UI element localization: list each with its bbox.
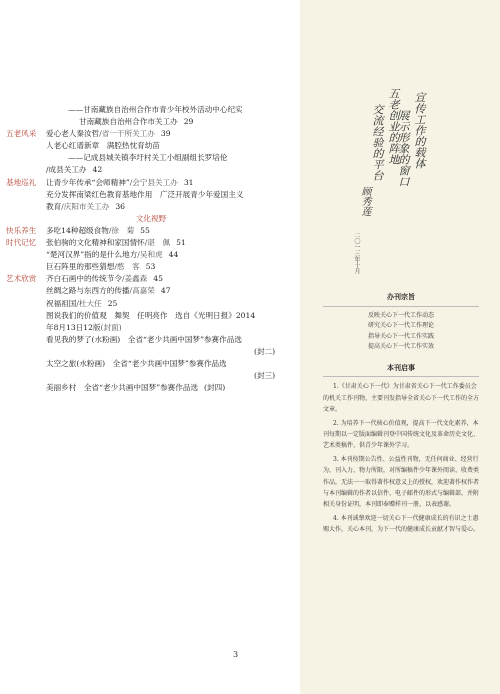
toc-entry bbox=[46, 237, 186, 249]
toc-entry bbox=[46, 128, 171, 140]
toc-entry bbox=[46, 177, 194, 189]
toc-section-label: 艺术欣赏 bbox=[6, 274, 37, 284]
toc-entry-page: 55 bbox=[140, 225, 150, 235]
toc-entry bbox=[68, 152, 227, 164]
toc-entry-mark: (封三) bbox=[254, 371, 276, 381]
toc-row bbox=[6, 237, 298, 249]
aims-item: 指导关心下一代工作实践 bbox=[367, 332, 434, 340]
toc-row bbox=[6, 116, 298, 128]
toc-entry-author: /杜大任 bbox=[76, 298, 102, 308]
toc-entry-title: 甘南藏族自治州合作市关工办 bbox=[79, 117, 178, 127]
toc-row bbox=[6, 201, 298, 213]
toc-row bbox=[6, 273, 298, 285]
notice-paragraph: 4. 本刊诚挚欢迎一切关心下一代健康成长的有识之士惠赐大作，关心本刊，为下一代的健康成长贡献才智与爱心。 bbox=[323, 514, 480, 534]
toc-row bbox=[6, 249, 298, 261]
toc-row bbox=[6, 213, 298, 225]
toc-entry-mark: (封二) bbox=[254, 346, 276, 356]
toc-entry-page: 25 bbox=[107, 298, 118, 308]
toc-entry-author: /高嘉荣 bbox=[129, 286, 155, 296]
toc-entry bbox=[46, 249, 178, 261]
toc-entry bbox=[46, 285, 171, 297]
toc-entry-page: 31 bbox=[183, 177, 194, 187]
toc-entry bbox=[68, 104, 243, 116]
toc-row bbox=[6, 358, 298, 370]
toc-row bbox=[6, 382, 298, 394]
toc-entry-title: 张伯驹的文化精神和家国情怀 bbox=[46, 238, 145, 248]
toc-row bbox=[6, 189, 298, 201]
toc-entry-author: /吴和虎 bbox=[137, 250, 163, 260]
toc-category-heading: 文化视野 bbox=[135, 213, 167, 223]
toc-entry-author: (封面) bbox=[100, 322, 122, 332]
calligraphy-column: 五老创业的阵地 bbox=[387, 88, 400, 165]
toc-entry-title: /成县关工办 bbox=[46, 165, 87, 175]
calligraphy-column: 宣传工作的载体 bbox=[413, 92, 426, 169]
toc-row bbox=[6, 322, 298, 334]
toc-entry-title: 人老心红谱新章 满腔热忱育幼苗 bbox=[46, 141, 160, 151]
toc-entry-title: 齐白石画中的传统节令 bbox=[46, 274, 122, 284]
notice-title: 本刊启事 bbox=[323, 362, 479, 377]
notice-paragraph: 1.《甘肃关心下一代》为甘肃省关心下一代工作委员会的机关工作刊物，主要刊发指导全省关心下一代工作的全方文章。 bbox=[323, 383, 480, 414]
toc-entry bbox=[46, 310, 255, 322]
toc-entry-title: ——甘南藏族自治州合作市青少年校外活动中心纪实 bbox=[68, 105, 243, 114]
aims-title: 办刊宗旨 bbox=[323, 292, 479, 307]
toc-entry-author: /省一干所关工办 bbox=[99, 129, 155, 139]
toc-entry-page: 53 bbox=[145, 262, 156, 272]
toc-entry-author: /会宁县关工办 bbox=[129, 177, 178, 187]
notice-paragraph: 2. 为培养下一代核心价值观，提高下一代文化素养，本刊每期以一定版面编辑刊登中国传统文化及革命历史文化、艺术类稿件、供青少年课外学习。 bbox=[323, 419, 480, 450]
toc-entry-author: /庆阳市关工办 bbox=[61, 201, 110, 211]
toc-entry-page: 44 bbox=[168, 250, 179, 260]
toc-row bbox=[6, 285, 298, 297]
toc-entry bbox=[46, 273, 163, 285]
aims-item: 反映关心下一代工作动态 bbox=[367, 311, 434, 319]
toc-entry-title: “楚河汉界”指的是什么地方 bbox=[46, 250, 138, 260]
toc-entry-title: 丝绸之路与东西方的传播 bbox=[46, 286, 130, 296]
toc-row bbox=[6, 261, 298, 273]
toc-entry bbox=[46, 140, 160, 152]
notice-box bbox=[323, 362, 479, 538]
toc-row bbox=[6, 140, 298, 152]
toc-section-label: 基地巡礼 bbox=[6, 177, 37, 187]
toc-row bbox=[6, 225, 298, 237]
toc-row bbox=[6, 152, 298, 164]
toc-entry-title: 教育 bbox=[46, 201, 62, 211]
toc-entry-title: 巨石阵里的那些猜想 bbox=[46, 262, 115, 272]
toc-entry-title: 看见我的梦了(水粉画) 全省“老少共画中国梦”参赛作品选 bbox=[46, 334, 242, 344]
toc-entry-page: 47 bbox=[160, 286, 171, 296]
toc-section-label: 快乐养生 bbox=[6, 225, 37, 235]
toc-row bbox=[6, 346, 298, 358]
toc-entry-page: 51 bbox=[176, 238, 186, 248]
toc-entry-title: 太空之旅(水粉画) 全省“老少共画中国梦”参赛作品选 bbox=[46, 358, 227, 368]
table-of-contents bbox=[6, 104, 298, 394]
toc-entry-title: 图说我们的价值观 舞契 任明亮作 选自《光明日报》2014 bbox=[46, 310, 256, 320]
calligraphy-date: 二〇一三年十月 bbox=[353, 232, 360, 274]
toc-entry-title: 多吃14种超级食物 bbox=[46, 225, 109, 235]
toc-row bbox=[6, 164, 298, 176]
toc-entry-author: /谌 佩 bbox=[144, 238, 171, 248]
calligraphy-column: 交流经验的平台 bbox=[371, 104, 384, 181]
aims-item: 研究关心下一代工作理论 bbox=[367, 322, 434, 329]
toc-entry bbox=[79, 116, 193, 128]
toc-entry bbox=[46, 382, 225, 394]
toc-entry-author: /姜鑫森 bbox=[121, 274, 148, 284]
aims-item: 提高关心下一代工作实效 bbox=[367, 343, 434, 350]
toc-entry-page: 45 bbox=[153, 274, 163, 284]
toc-entry-mark: (封四) bbox=[204, 383, 226, 393]
toc-entry-page: 36 bbox=[115, 201, 125, 211]
toc-entry-title: ——记成县城关镇李圩村关工小组副组长罗培伦 bbox=[68, 153, 228, 163]
toc-row bbox=[6, 310, 298, 322]
toc-entry-page: 42 bbox=[92, 165, 103, 175]
toc-entry bbox=[46, 225, 150, 237]
toc-entry-title: 年8月13日12版 bbox=[46, 322, 101, 332]
toc-entry bbox=[46, 201, 125, 213]
toc-section-label: 时代记忆 bbox=[6, 238, 37, 248]
toc-entry bbox=[46, 358, 227, 370]
toc-row bbox=[6, 177, 298, 189]
toc-entry-page: 39 bbox=[160, 129, 171, 139]
toc-row bbox=[6, 370, 298, 382]
toc-entry bbox=[46, 261, 155, 273]
toc-entry bbox=[46, 189, 243, 201]
toc-entry-title: 充分发挥南梁红色教育基地作用 广泛开展青少年爱国主义 bbox=[46, 189, 244, 199]
toc-entry-author: /憨 客 bbox=[114, 262, 140, 272]
aims-box bbox=[323, 292, 479, 353]
toc-entry-title: 美丽乡村 全省“老少共画中国梦”参赛作品选 bbox=[46, 383, 199, 393]
toc-entry bbox=[46, 164, 102, 176]
toc-entry bbox=[46, 298, 117, 310]
toc-entry-title: 祝福祖国 bbox=[46, 298, 77, 308]
toc-section-label: 五老风采 bbox=[6, 129, 37, 139]
toc-row bbox=[6, 128, 298, 140]
calligraphy-signature: 顾秀莲 bbox=[359, 186, 370, 216]
calligraphy-column: 展示形象的窗口 bbox=[397, 110, 410, 187]
page-number: 3 bbox=[233, 650, 239, 659]
toc-entry-page: 29 bbox=[183, 117, 194, 127]
toc-entry-title: 爱心老人秦汝哲 bbox=[46, 129, 100, 139]
toc-entry-author: /徐 菊 bbox=[108, 225, 135, 235]
toc-row bbox=[6, 104, 298, 116]
toc-row bbox=[6, 334, 298, 346]
toc-row bbox=[6, 298, 298, 310]
toc-entry bbox=[46, 334, 242, 346]
toc-entry-title: 让青少年传承“会师精神” bbox=[46, 177, 130, 187]
notice-paragraph: 3. 本刊按期公告性、公益性刊物，无任何商业、经营行为，刊入力、物力所限，对所编稿件少年课外阅读、收费类作品，无法一一取得著作权意义上的授权，欢迎著作权作者与本刊编辑的作者以信件、电子邮件的形式与编辑部，并附相关身份证明，本刊即奉赠样刊一册，以表感谢。 bbox=[323, 455, 480, 509]
toc-entry bbox=[46, 322, 122, 334]
